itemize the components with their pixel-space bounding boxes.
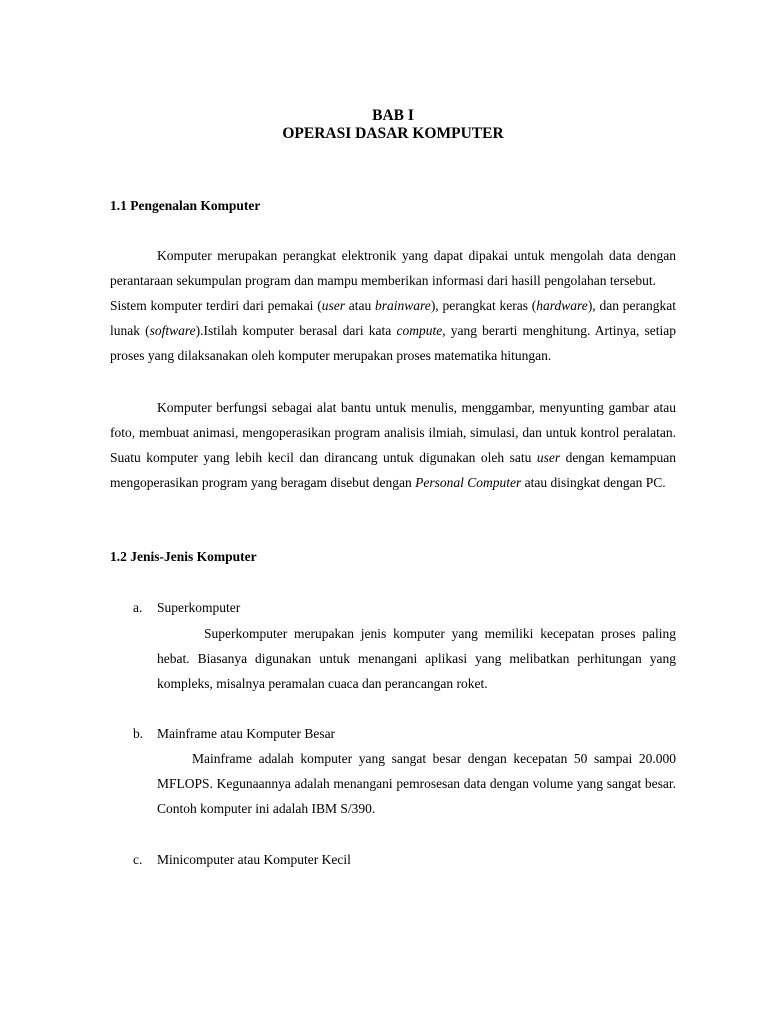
list-marker-c: c. [133, 852, 143, 867]
chapter-label: BAB I [372, 107, 414, 124]
chapter-title: OPERASI DASAR KOMPUTER [282, 125, 504, 142]
section-heading-1: 1.1 Pengenalan Komputer [110, 198, 261, 213]
list-marker-b: b. [133, 726, 144, 741]
section-heading-2: 1.2 Jenis-Jenis Komputer [110, 549, 257, 564]
list-item-title-minicomputer: Minicomputer atau Komputer Kecil [157, 852, 351, 867]
list-item-title-superkomputer: Superkomputer [157, 600, 241, 615]
section1-paragraph-2: Komputer berfungsi sebagai alat bantu untuk menulis, menggambar, menyunting gambar atau foto, membuat animasi, mengoperasikan program analisis ilmiah, simulasi, dan untuk kontrol peralatan. Suatu komputer yang lebih kecil dan dirancang untuk digunakan oleh satu user dengan kemampuan mengoperasikan program yang beragam disebut dengan Personal Computer atau disingkat dengan PC. [110, 400, 676, 490]
list-item-text-mainframe: Mainframe adalah komputer yang sangat besar dengan kecepatan 50 sampai 20.000 MFLOPS. Kegunaannya adalah menangani pemrosesan data dengan volume yang sangat besar. Contoh komputer ini adalah IBM S/390. [157, 751, 676, 816]
list-item-text-superkomputer: Superkomputer merupakan jenis komputer yang memiliki kecepatan proses paling hebat. Biasanya digunakan untuk menangani aplikasi yang melibatkan perhitungan yang kompleks, misalnya peramalan cuaca dan perancangan roket. [157, 626, 676, 691]
list-marker-a: a. [133, 600, 143, 615]
list-item-title-mainframe: Mainframe atau Komputer Besar [157, 726, 336, 741]
section1-paragraph-1: Komputer merupakan perangkat elektronik yang dapat dipakai untuk mengolah data dengan perantaraan sekumpulan program dan mampu memberikan informasi dari hasill pengolahan tersebut.Sistem komputer terdiri dari pemakai (user atau brainware), perangkat keras (hardware), dan perangkat lunak (software).Istilah komputer berasal dari kata compute, yang berarti menghitung. Artinya, setiap proses yang dilaksanakan oleh komputer merupakan proses matematika hitungan. [110, 248, 676, 363]
